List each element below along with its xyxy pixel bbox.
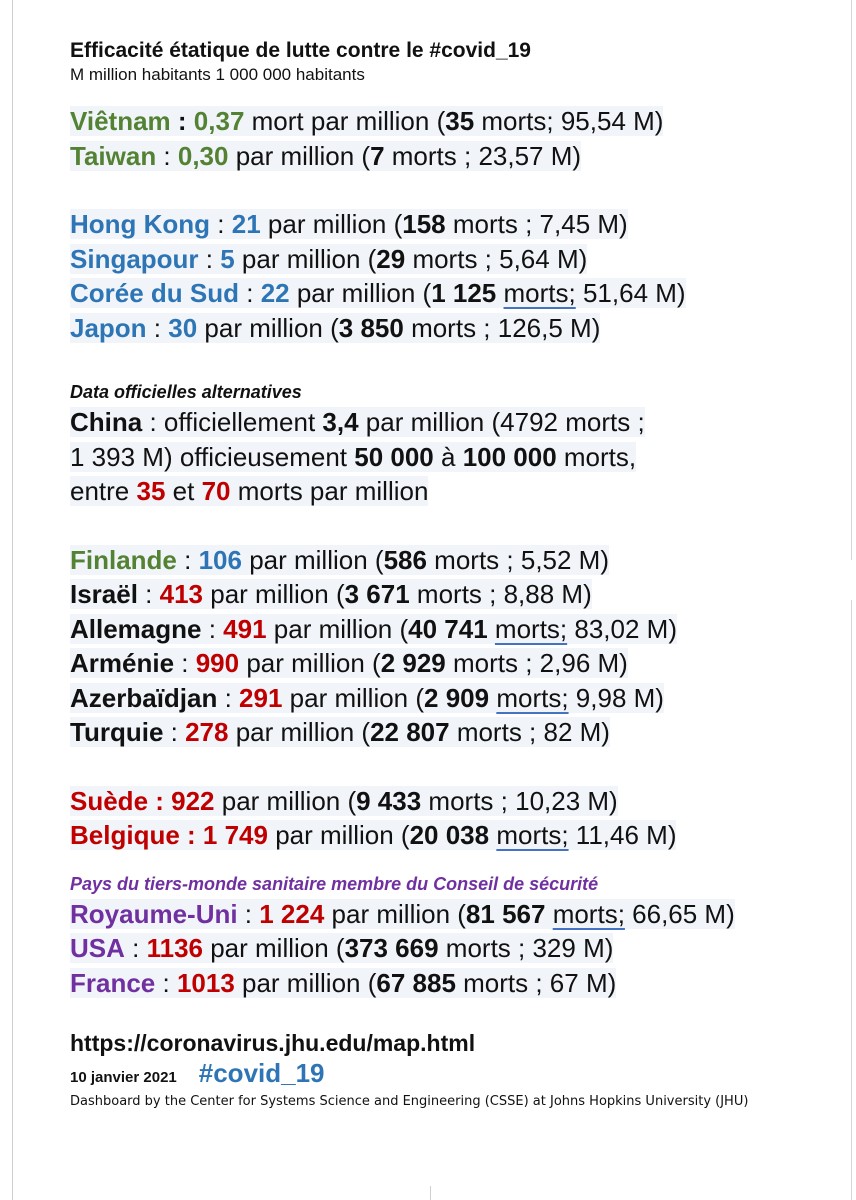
country-name: Suède	[70, 785, 149, 816]
row-allemagne: Allemagne : 491 par million (40 741 morts; 83,02 M)	[70, 613, 677, 644]
rate-value: 491	[223, 613, 267, 644]
rate-value: 413	[159, 579, 204, 609]
country-name: Japon	[70, 312, 147, 343]
deaths-value: 3 850	[338, 312, 404, 343]
row-japon: Japon : 30 par million (3 850 morts ; 126,5 M)	[70, 312, 601, 343]
deaths-value: 7	[370, 140, 385, 171]
credit-text: Dashboard by the Center for Systems Science and Engineering (CSSE) at Johns Hopkins University (JHU)	[70, 1094, 749, 1109]
deaths-value: 1 125	[431, 278, 497, 308]
rate-value: 990	[195, 648, 240, 678]
page-edge-right-lower	[851, 600, 852, 1200]
country-name: Singapour	[70, 243, 199, 274]
rate-value: 291	[239, 682, 283, 713]
row-armenie: Arménie : 990 par million (2 929 morts ; 2,96 M)	[70, 648, 628, 678]
country-name: France	[70, 967, 156, 998]
rate-value: 1 224	[259, 898, 325, 929]
rate-value: 5	[220, 243, 235, 274]
row-royaume-uni: Royaume-Uni : 1 224 par million (81 567 morts; 66,65 M)	[70, 898, 735, 929]
deaths-value: 3 671	[344, 579, 410, 609]
date-text: 10 janvier 2021	[70, 1069, 177, 1086]
row-china-1: China : officiellement 3,4 par million (4792 morts ;	[70, 407, 645, 437]
row-turquie: Turquie : 278 par million (22 807 morts ; 82 M)	[70, 717, 610, 747]
row-china-3: entre 35 et 70 morts par million	[70, 476, 429, 506]
document-page	[70, 38, 850, 1111]
country-name: Allemagne	[70, 613, 202, 644]
footer	[70, 1028, 850, 1111]
page-edge-left	[12, 0, 13, 1200]
country-name: Corée du Sud	[70, 278, 240, 308]
date-line	[70, 1058, 850, 1093]
group-security-council	[70, 871, 850, 1001]
country-name: Israël	[70, 579, 138, 609]
deaths-value: 373 669	[344, 933, 439, 963]
country-name: Taiwan	[70, 140, 157, 171]
deaths-value: 20 038	[409, 820, 490, 850]
spellcheck-underline: morts;	[494, 613, 568, 644]
row-coree-du-sud: Corée du Sud : 22 par million (1 125 morts; 51,64 M)	[70, 278, 686, 308]
country-name: Finlande	[70, 544, 177, 575]
row-suede: Suède : 922 par million (9 433 morts ; 10,23 M)	[70, 785, 618, 816]
country-name: Belgique	[70, 820, 180, 850]
group-europe-mideast	[70, 543, 850, 750]
rate-value: 22	[260, 278, 290, 308]
deaths-value: 586	[383, 544, 427, 575]
china-note: Data officielles alternatives	[70, 382, 302, 402]
spellcheck-underline: morts;	[496, 682, 569, 713]
rate-value: 1 749	[202, 820, 268, 850]
deaths-value: 40 741	[408, 613, 488, 644]
rate-value: 106	[198, 544, 242, 575]
row-belgique: Belgique : 1 749 par million (20 038 morts; 11,46 M)	[70, 820, 677, 850]
document-subtitle: M million habitants 1 000 000 habitants	[70, 65, 365, 84]
security-council-note: Pays du tiers-monde sanitaire membre du Conseil de sécurité	[70, 873, 599, 894]
deaths-value: 9 433	[356, 785, 422, 816]
row-france: France : 1013 par million (67 885 morts ; 67 M)	[70, 967, 617, 998]
country-name: China	[70, 407, 143, 437]
page-edge-right	[851, 0, 852, 560]
rate-value: 278	[185, 717, 229, 747]
spellcheck-underline: morts;	[503, 278, 576, 308]
row-vietnam: Viêtnam : 0,37 mort par million (35 morts; 95,54 M)	[70, 106, 664, 136]
spellcheck-underline: morts;	[552, 898, 625, 929]
deaths-value: 35	[445, 106, 475, 136]
deaths-value: 158	[402, 209, 446, 239]
deaths-value: 22 807	[370, 717, 450, 747]
country-name: USA	[70, 933, 125, 963]
row-finlande: Finlande : 106 par million (586 morts ; 5,52 M)	[70, 544, 610, 575]
rate-value: 1013	[176, 967, 235, 998]
rate-value: 0,30	[177, 140, 229, 171]
rate-value: 1136	[146, 933, 203, 963]
group-asia-best	[70, 104, 850, 173]
row-taiwan: Taiwan : 0,30 par million (7 morts ; 23,57 M)	[70, 140, 582, 171]
rate-value: 0,37	[193, 106, 245, 136]
row-usa: USA : 1136 par million (373 669 morts ; 329 M)	[70, 933, 614, 963]
deaths-value: 2 929	[380, 648, 446, 678]
deaths-value: 29	[376, 243, 406, 274]
row-azerbaidjan: Azerbaïdjan : 291 par million (2 909 morts; 9,98 M)	[70, 682, 664, 713]
deaths-value: 67 885	[376, 967, 456, 998]
rate-value: 21	[231, 209, 261, 239]
rate-value: 922	[171, 785, 215, 816]
document-title: Efficacité étatique de lutte contre le #covid_19	[70, 39, 531, 62]
row-singapour: Singapour : 5 par million (29 morts ; 5,64 M)	[70, 243, 588, 274]
deaths-value: 81 567	[465, 898, 546, 929]
group-asia-east	[70, 207, 850, 345]
row-israel: Israël : 413 par million (3 671 morts ; 8,88 M)	[70, 579, 592, 609]
country-name: Azerbaïdjan	[70, 682, 218, 713]
country-name: Royaume-Uni	[70, 898, 238, 929]
source-url: https://coronavirus.jhu.edu/map.html	[70, 1030, 476, 1056]
country-name: Arménie	[70, 648, 175, 678]
country-name: Turquie	[70, 717, 164, 747]
row-hong-kong: Hong Kong : 21 par million (158 morts ; 7,45 M)	[70, 209, 628, 239]
row-china-2: 1 393 M) officieusement 50 000 à 100 000 morts,	[70, 441, 637, 472]
country-name: Viêtnam	[70, 106, 171, 136]
page-edge-bottom	[430, 1186, 431, 1200]
country-name: Hong Kong	[70, 209, 211, 239]
spellcheck-underline: morts;	[496, 820, 569, 850]
hashtag: #covid_19	[198, 1058, 325, 1088]
group-china	[70, 379, 850, 509]
rate-value: 30	[168, 312, 198, 343]
group-sweden-belgium	[70, 784, 850, 853]
deaths-value: 2 909	[424, 682, 490, 713]
